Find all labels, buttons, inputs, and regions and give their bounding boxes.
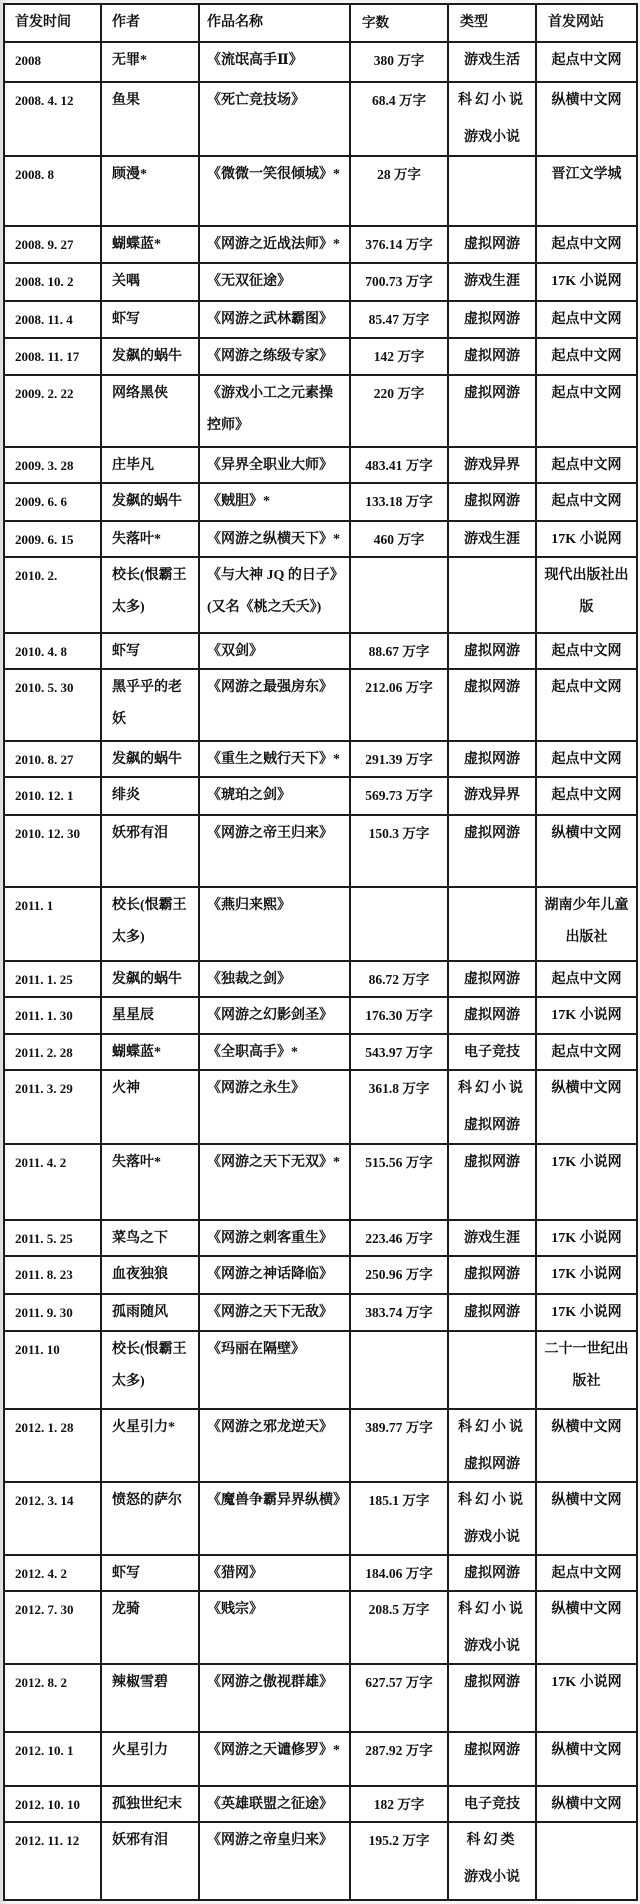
author-cell: 失落叶*: [101, 1144, 199, 1220]
author-cell: 虾写: [101, 1555, 199, 1591]
title-cell: 《网游之帝王归来》: [199, 815, 350, 887]
author-cell: 血夜独狼: [101, 1256, 199, 1294]
title-cell: 《全职高手》*: [199, 1034, 350, 1070]
date-cell: 2012. 10. 1: [4, 1732, 101, 1786]
date-cell: 2009. 6. 15: [4, 521, 101, 557]
wordcount-cell: 287.92 万字: [350, 1732, 448, 1786]
wordcount-cell: [350, 557, 448, 633]
table-row: [4, 1034, 637, 1070]
site-cell: 起点中文网: [536, 375, 637, 447]
site-cell: 起点中文网: [536, 741, 637, 777]
wordcount-cell: 250.96 万字: [350, 1256, 448, 1294]
author-cell: 妖邪有泪: [101, 815, 199, 887]
wordcount-cell: [350, 887, 448, 961]
type-cell: [448, 447, 536, 483]
author-cell: 菜鸟之下: [101, 1220, 199, 1256]
title-cell: 《贱宗》: [199, 1591, 350, 1664]
title-cell: 《猎网》: [199, 1555, 350, 1591]
table-row: [4, 338, 637, 375]
header-cell-site: 首发网站: [536, 4, 637, 42]
date-cell: 2012. 4. 2: [4, 1555, 101, 1591]
site-cell: 起点中文网: [536, 483, 637, 521]
title-cell: 《燕归来熙》: [199, 887, 350, 961]
title-cell: 《网游之神话降临》: [199, 1256, 350, 1294]
author-cell: 妖邪有泪: [101, 1822, 199, 1900]
wordcount-cell: 150.3 万字: [350, 815, 448, 887]
type-value: 游戏异界: [464, 458, 520, 473]
date-cell: 2010. 2.: [4, 557, 101, 633]
title-cell: 《网游之天下无双》*: [199, 1144, 350, 1220]
date-cell: 2011. 3. 29: [4, 1070, 101, 1144]
type-cell: [448, 1591, 536, 1664]
type-cell: [448, 226, 536, 263]
date-cell: 2008: [4, 42, 101, 82]
table-row: [4, 263, 637, 301]
title-cell: 《琥珀之剑》: [199, 777, 350, 815]
type-value: 虚拟网游: [464, 826, 520, 841]
site-cell: 起点中文网: [536, 1034, 637, 1070]
type-value: 虚拟网游: [464, 1457, 520, 1472]
table-row: [4, 1331, 637, 1409]
table-row: [4, 42, 637, 82]
type-cell: [448, 1664, 536, 1732]
date-cell: 2009. 2. 22: [4, 375, 101, 447]
title-cell: 《游戏小工之元素操控师》: [199, 375, 350, 447]
type-cell: [448, 338, 536, 375]
type-cell: [448, 301, 536, 338]
title-cell: 《网游之幻影剑圣》: [199, 997, 350, 1034]
header-cell-publish-time: 首发时间: [4, 4, 101, 42]
author-cell: 关喁: [101, 263, 199, 301]
date-cell: 2009. 6. 6: [4, 483, 101, 521]
table-row: [4, 741, 637, 777]
type-value: 虚拟网游: [464, 680, 520, 695]
wordcount-cell: 543.97 万字: [350, 1034, 448, 1070]
type-cell: [448, 1786, 536, 1822]
table-row: [4, 226, 637, 263]
table-row: [4, 633, 637, 669]
site-cell: 纵横中文网: [536, 1732, 637, 1786]
wordcount-cell: 515.56 万字: [350, 1144, 448, 1220]
title-cell: 《网游之刺客重生》: [199, 1220, 350, 1256]
date-cell: 2011. 1. 30: [4, 997, 101, 1034]
site-cell: 纵横中文网: [536, 1591, 637, 1664]
site-cell: 17K 小说网: [536, 521, 637, 557]
type-cell: [448, 521, 536, 557]
header-cell-author: 作者: [101, 4, 199, 42]
site-cell: 晋江文学城: [536, 156, 637, 226]
title-cell: 《与大神 JQ 的日子》(又名《桃之夭夭》): [199, 557, 350, 633]
type-value: 电子竞技: [464, 1797, 520, 1812]
author-cell: 发飙的蜗牛: [101, 483, 199, 521]
type-value: 虚拟网游: [464, 752, 520, 767]
date-cell: 2010. 12. 1: [4, 777, 101, 815]
date-cell: 2008. 10. 2: [4, 263, 101, 301]
site-cell: 纵横中文网: [536, 1409, 637, 1482]
site-cell: 起点中文网: [536, 961, 637, 997]
wordcount-cell: 88.67 万字: [350, 633, 448, 669]
type-value: 虚拟网游: [464, 972, 520, 987]
title-cell: 《玛丽在隔壁》: [199, 1331, 350, 1409]
title-cell: 《微微一笑很倾城》*: [199, 156, 350, 226]
type-cell: [448, 1070, 536, 1144]
date-cell: 2011. 10: [4, 1331, 101, 1409]
author-cell: 火神: [101, 1070, 199, 1144]
type-cell: [448, 1732, 536, 1786]
wordcount-cell: 176.30 万字: [350, 997, 448, 1034]
date-cell: 2011. 1. 25: [4, 961, 101, 997]
date-cell: 2008. 11. 17: [4, 338, 101, 375]
table-row: [4, 1220, 637, 1256]
author-cell: 发飙的蜗牛: [101, 741, 199, 777]
wordcount-cell: 208.5 万字: [350, 1591, 448, 1664]
header-cell-genre: 类型: [448, 4, 536, 42]
site-cell: 起点中文网: [536, 633, 637, 669]
wordcount-cell: 133.18 万字: [350, 483, 448, 521]
author-cell: 黑乎乎的老妖: [101, 669, 199, 741]
wordcount-cell: 220 万字: [350, 375, 448, 447]
site-cell: 起点中文网: [536, 301, 637, 338]
wordcount-cell: 86.72 万字: [350, 961, 448, 997]
type-value: 虚拟网游: [464, 1566, 520, 1581]
author-cell: 愤怒的萨尔: [101, 1482, 199, 1555]
date-cell: 2008. 9. 27: [4, 226, 101, 263]
type-value: 游戏生涯: [464, 532, 520, 547]
site-cell: 纵横中文网: [536, 1070, 637, 1144]
type-value: 游戏生涯: [464, 1231, 520, 1246]
author-cell: 鱼果: [101, 82, 199, 156]
wordcount-cell: [350, 1331, 448, 1409]
type-cell: [448, 815, 536, 887]
type-value: 科幻小说: [458, 93, 526, 108]
table-row: [4, 447, 637, 483]
author-cell: 顾漫*: [101, 156, 199, 226]
title-cell: 《网游之武林霸图》: [199, 301, 350, 338]
site-cell: 起点中文网: [536, 226, 637, 263]
date-cell: 2009. 3. 28: [4, 447, 101, 483]
author-cell: 虾写: [101, 301, 199, 338]
type-cell: [448, 1409, 536, 1482]
type-value: 虚拟网游: [464, 494, 520, 509]
date-cell: 2012. 11. 12: [4, 1822, 101, 1900]
author-cell: 绯炎: [101, 777, 199, 815]
table-row: [4, 1732, 637, 1786]
date-cell: 2011. 9. 30: [4, 1294, 101, 1331]
site-cell: 17K 小说网: [536, 1144, 637, 1220]
wordcount-cell: 291.39 万字: [350, 741, 448, 777]
table-row: [4, 521, 637, 557]
type-cell: [448, 1331, 536, 1409]
site-cell: 17K 小说网: [536, 1664, 637, 1732]
title-cell: 《网游之永生》: [199, 1070, 350, 1144]
author-cell: 发飙的蜗牛: [101, 961, 199, 997]
table-row: [4, 1144, 637, 1220]
site-cell: 17K 小说网: [536, 997, 637, 1034]
author-cell: 校长(恨霸王太多): [101, 887, 199, 961]
type-value: 虚拟网游: [464, 644, 520, 659]
table-row: [4, 1591, 637, 1664]
header-cell-word-count: 字数: [350, 4, 448, 42]
type-value: 科幻小说: [458, 1493, 526, 1508]
table-row: [4, 961, 637, 997]
type-cell: [448, 669, 536, 741]
date-cell: 2010. 4. 8: [4, 633, 101, 669]
type-cell: [448, 961, 536, 997]
type-value: 科幻类: [466, 1833, 518, 1848]
site-cell: 起点中文网: [536, 42, 637, 82]
type-cell: [448, 1256, 536, 1294]
wordcount-cell: 85.47 万字: [350, 301, 448, 338]
type-value: 科幻小说: [458, 1420, 526, 1435]
wordcount-cell: 195.2 万字: [350, 1822, 448, 1900]
site-cell: 湖南少年儿童出版社: [536, 887, 637, 961]
author-cell: 发飙的蜗牛: [101, 338, 199, 375]
type-cell: [448, 1555, 536, 1591]
date-cell: 2010. 8. 27: [4, 741, 101, 777]
type-cell: [448, 557, 536, 633]
type-value: 虚拟网游: [464, 1267, 520, 1282]
header-cell-work-title: 作品名称: [199, 4, 350, 42]
date-cell: 2011. 4. 2: [4, 1144, 101, 1220]
table-row: [4, 887, 637, 961]
table-row: [4, 1482, 637, 1555]
date-cell: 2012. 1. 28: [4, 1409, 101, 1482]
site-cell: 17K 小说网: [536, 1294, 637, 1331]
table-row: [4, 777, 637, 815]
date-cell: 2011. 8. 23: [4, 1256, 101, 1294]
wordcount-cell: 184.06 万字: [350, 1555, 448, 1591]
type-value: 游戏小说: [464, 1870, 520, 1885]
title-cell: 《网游之练级专家》: [199, 338, 350, 375]
type-value: 游戏小说: [464, 130, 520, 145]
type-value: 虚拟网游: [464, 349, 520, 364]
type-value: 虚拟网游: [464, 237, 520, 252]
wordcount-cell: 376.14 万字: [350, 226, 448, 263]
table-row: [4, 997, 637, 1034]
site-cell: 纵横中文网: [536, 815, 637, 887]
date-cell: 2008. 11. 4: [4, 301, 101, 338]
title-cell: 《网游之邪龙逆天》: [199, 1409, 350, 1482]
site-cell: 17K 小说网: [536, 1220, 637, 1256]
wordcount-cell: 627.57 万字: [350, 1664, 448, 1732]
type-cell: [448, 156, 536, 226]
title-cell: 《贼胆》*: [199, 483, 350, 521]
author-cell: 辣椒雪碧: [101, 1664, 199, 1732]
site-cell: 纵横中文网: [536, 1786, 637, 1822]
table-row: [4, 557, 637, 633]
author-cell: 无罪*: [101, 42, 199, 82]
type-value: 虚拟网游: [464, 1305, 520, 1320]
type-value: 电子竞技: [464, 1045, 520, 1060]
table-row: [4, 1070, 637, 1144]
date-cell: 2010. 5. 30: [4, 669, 101, 741]
type-value: 虚拟网游: [464, 1155, 520, 1170]
date-cell: 2011. 5. 25: [4, 1220, 101, 1256]
wordcount-cell: 700.73 万字: [350, 263, 448, 301]
author-cell: 网络黑侠: [101, 375, 199, 447]
type-cell: [448, 1220, 536, 1256]
type-value: 游戏生涯: [464, 274, 520, 289]
title-cell: 《英雄联盟之征途》: [199, 1786, 350, 1822]
site-cell: 起点中文网: [536, 447, 637, 483]
author-cell: 蝴蝶蓝*: [101, 226, 199, 263]
type-value: 游戏生活: [464, 53, 520, 68]
wordcount-cell: 569.73 万字: [350, 777, 448, 815]
site-cell: 现代出版社出版: [536, 557, 637, 633]
site-cell: 起点中文网: [536, 1555, 637, 1591]
table-row: [4, 156, 637, 226]
site-cell: 纵横中文网: [536, 1482, 637, 1555]
table-row: [4, 301, 637, 338]
type-value: 科幻小说: [458, 1081, 526, 1096]
table-row: [4, 1409, 637, 1482]
author-cell: 龙骑: [101, 1591, 199, 1664]
date-cell: 2011. 1: [4, 887, 101, 961]
author-cell: 虾写: [101, 633, 199, 669]
site-cell: 起点中文网: [536, 338, 637, 375]
wordcount-cell: 483.41 万字: [350, 447, 448, 483]
title-cell: 《网游之最强房东》: [199, 669, 350, 741]
title-cell: 《双剑》: [199, 633, 350, 669]
type-cell: [448, 777, 536, 815]
table-row: [4, 1256, 637, 1294]
type-cell: [448, 483, 536, 521]
site-cell: 起点中文网: [536, 777, 637, 815]
author-cell: 庄毕凡: [101, 447, 199, 483]
table-body: [4, 42, 637, 1900]
table-row: [4, 1555, 637, 1591]
table-row: [4, 1294, 637, 1331]
wordcount-cell: 383.74 万字: [350, 1294, 448, 1331]
type-value: 虚拟网游: [464, 312, 520, 327]
type-cell: [448, 633, 536, 669]
type-cell: [448, 375, 536, 447]
novel-list-table: [3, 3, 638, 1901]
table-row: [4, 1822, 637, 1900]
author-cell: 火星引力: [101, 1732, 199, 1786]
date-cell: 2012. 3. 14: [4, 1482, 101, 1555]
title-cell: 《独裁之剑》: [199, 961, 350, 997]
type-value: 虚拟网游: [464, 1675, 520, 1690]
type-value: 虚拟网游: [464, 1118, 520, 1133]
author-cell: 孤雨随风: [101, 1294, 199, 1331]
wordcount-cell: 460 万字: [350, 521, 448, 557]
table-header: [4, 4, 637, 42]
type-cell: [448, 42, 536, 82]
site-cell: [536, 1822, 637, 1900]
type-cell: [448, 1822, 536, 1900]
type-cell: [448, 263, 536, 301]
wordcount-cell: 361.8 万字: [350, 1070, 448, 1144]
type-value: 虚拟网游: [464, 1008, 520, 1023]
type-value: 虚拟网游: [464, 1743, 520, 1758]
title-cell: 《死亡竞技场》: [199, 82, 350, 156]
wordcount-cell: 223.46 万字: [350, 1220, 448, 1256]
type-cell: [448, 887, 536, 961]
type-value: 科幻小说: [458, 1602, 526, 1617]
date-cell: 2012. 10. 10: [4, 1786, 101, 1822]
wordcount-cell: 185.1 万字: [350, 1482, 448, 1555]
site-cell: 起点中文网: [536, 669, 637, 741]
title-cell: 《无双征途》: [199, 263, 350, 301]
wordcount-cell: 389.77 万字: [350, 1409, 448, 1482]
type-value: 虚拟网游: [464, 386, 520, 401]
type-cell: [448, 997, 536, 1034]
date-cell: 2010. 12. 30: [4, 815, 101, 887]
wordcount-cell: 142 万字: [350, 338, 448, 375]
table-row: [4, 82, 637, 156]
title-cell: 《网游之天下无敌》: [199, 1294, 350, 1331]
title-cell: 《异界全职业大师》: [199, 447, 350, 483]
table-row: [4, 375, 637, 447]
author-cell: 蝴蝶蓝*: [101, 1034, 199, 1070]
type-cell: [448, 1294, 536, 1331]
type-cell: [448, 1034, 536, 1070]
type-cell: [448, 1144, 536, 1220]
author-cell: 孤独世纪末: [101, 1786, 199, 1822]
site-cell: 17K 小说网: [536, 1256, 637, 1294]
type-cell: [448, 1482, 536, 1555]
type-cell: [448, 741, 536, 777]
type-value: 游戏小说: [464, 1639, 520, 1654]
title-cell: 《网游之天谴修罗》*: [199, 1732, 350, 1786]
wordcount-cell: 380 万字: [350, 42, 448, 82]
title-cell: 《重生之贼行天下》*: [199, 741, 350, 777]
author-cell: 火星引力*: [101, 1409, 199, 1482]
type-value: 游戏小说: [464, 1530, 520, 1545]
date-cell: 2008. 4. 12: [4, 82, 101, 156]
date-cell: 2008. 8: [4, 156, 101, 226]
author-cell: 失落叶*: [101, 521, 199, 557]
wordcount-cell: 212.06 万字: [350, 669, 448, 741]
date-cell: 2011. 2. 28: [4, 1034, 101, 1070]
title-cell: 《网游之傲视群雄》: [199, 1664, 350, 1732]
title-cell: 《流氓高手Ⅱ》: [199, 42, 350, 82]
title-cell: 《网游之近战法师》*: [199, 226, 350, 263]
author-cell: 星星辰: [101, 997, 199, 1034]
table-row: [4, 669, 637, 741]
header-row: [4, 4, 637, 42]
table-row: [4, 815, 637, 887]
site-cell: 17K 小说网: [536, 263, 637, 301]
wordcount-cell: 28 万字: [350, 156, 448, 226]
title-cell: 《网游之纵横天下》*: [199, 521, 350, 557]
date-cell: 2012. 8. 2: [4, 1664, 101, 1732]
table-row: [4, 483, 637, 521]
author-cell: 校长(恨霸王太多): [101, 1331, 199, 1409]
title-cell: 《网游之帝皇归来》: [199, 1822, 350, 1900]
wordcount-cell: 68.4 万字: [350, 82, 448, 156]
title-cell: 《魔兽争霸异界纵横》: [199, 1482, 350, 1555]
date-cell: 2012. 7. 30: [4, 1591, 101, 1664]
type-value: 游戏异界: [464, 788, 520, 803]
site-cell: 二十一世纪出版社: [536, 1331, 637, 1409]
site-cell: 纵横中文网: [536, 82, 637, 156]
type-cell: [448, 82, 536, 156]
wordcount-cell: 182 万字: [350, 1786, 448, 1822]
author-cell: 校长(恨霸王太多): [101, 557, 199, 633]
table-row: [4, 1786, 637, 1822]
table-row: [4, 1664, 637, 1732]
